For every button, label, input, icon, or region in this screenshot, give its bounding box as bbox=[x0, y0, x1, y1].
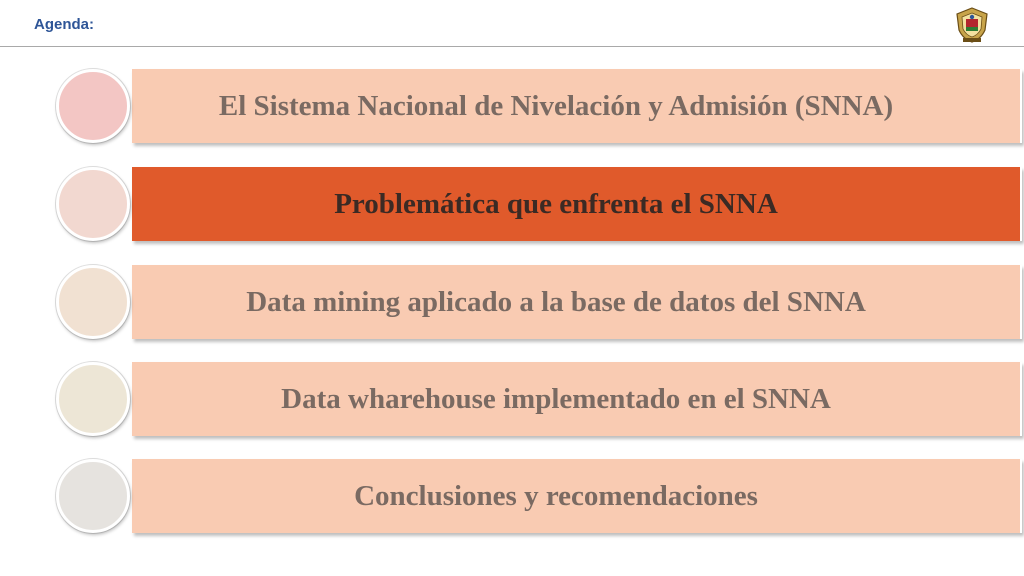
agenda-item-circle bbox=[56, 459, 130, 533]
agenda-item-label: Problemática que enfrenta el SNNA bbox=[334, 188, 778, 220]
agenda-item-label: Conclusiones y recomendaciones bbox=[354, 480, 758, 512]
agenda-item-label: El Sistema Nacional de Nivelación y Admisión (SNNA) bbox=[218, 90, 894, 122]
agenda-item-circle bbox=[56, 362, 130, 436]
page-title: Agenda: bbox=[34, 16, 94, 33]
agenda-item[interactable] bbox=[56, 459, 968, 537]
agenda-item[interactable] bbox=[56, 265, 968, 343]
agenda-item-label: Data wharehouse implementado en el SNNA bbox=[281, 383, 831, 415]
agenda-item-circle bbox=[56, 167, 130, 241]
agenda-item[interactable] bbox=[56, 69, 968, 147]
agenda-item-label: Data mining aplicado a la base de datos del SNNA bbox=[246, 286, 866, 318]
agenda-item[interactable] bbox=[56, 362, 968, 440]
agenda-item-active[interactable] bbox=[56, 167, 968, 245]
agenda-item-circle bbox=[56, 69, 130, 143]
header-divider bbox=[0, 46, 1024, 47]
university-crest-icon bbox=[953, 6, 991, 44]
agenda-item-circle bbox=[56, 265, 130, 339]
